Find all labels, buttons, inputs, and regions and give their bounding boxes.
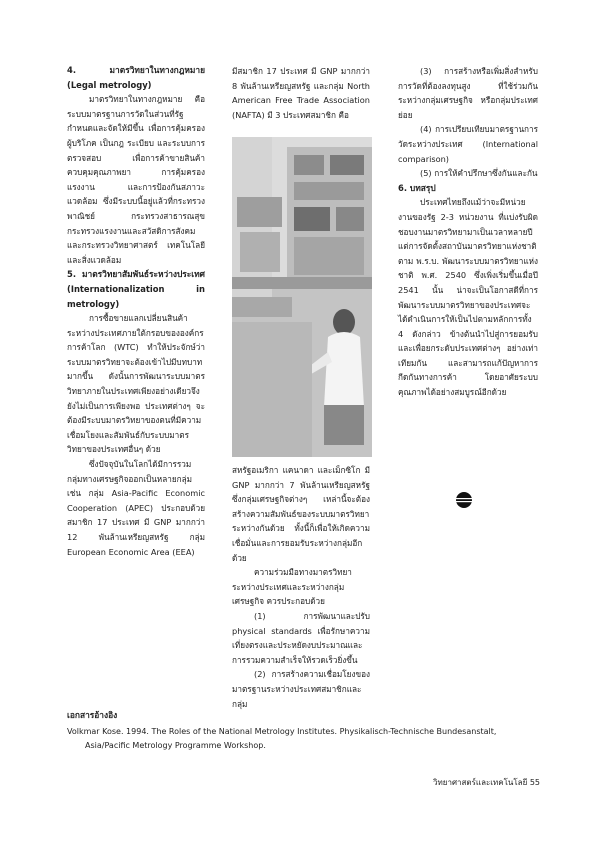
col2-item-2: (2) การสร้างความเชื่อมโยงของมาตรฐานระหว่างประเทศสมาชิกและกลุ่ม [232, 669, 370, 709]
section-5-body: การซื้อขายแลกเปลี่ยนสินค้าระหว่างประเทศภายใต้กรอบขององค์กรการค้าโลก (WTC) ทำให้ประจักษ์ว่า ระบบมาตรวิทยาจะต้องเข้าไปมีบทบาทมากขึ้น ดังนั้นการพัฒนาระบบมาตรวิทยาภายในประเทศเพียงอย่างเดียวจึงยังไม่เป็นการเพียงพอ ประเทศต่างๆ จะต้องมีระบบมาตรวิทยาของตนที่มีความเชื่อมโยงและสัมพันธ์กับระบบมาตรวิทยาของประเทศอื่นๆ ด้วย [67, 313, 205, 455]
col2-paragraph-1: มีสมาชิก 17 ประเทศ มี GNP มากกว่า 8 พันล้านเหรียญสหรัฐ และกลุ่ม North American Free Trade Association (NAFTA) มี 3 ประเทศสมาชิก คือ [232, 66, 370, 120]
section-5-heading: 5. มาตรวิทยาสัมพันธ์ระหว่างประเทศ (Internationalization in metrology) [67, 269, 205, 309]
column-2-bottom [232, 463, 370, 711]
laboratory-photo-icon [232, 137, 372, 457]
column-1 [67, 63, 205, 559]
column-3 [398, 64, 538, 400]
references [67, 708, 537, 754]
col3-item-5: (5) การให้คำปรึกษาซึ่งกันและกัน [420, 168, 538, 179]
references-title: เอกสารอ้างอิง [67, 710, 118, 720]
col2-paragraph-2: สหรัฐอเมริกา แคนาดา และเม็กซิโก มี GNP มากกว่า 7 พันล้านเหรียญสหรัฐ ซึ่งกลุ่มเศรษฐกิจต่างๆ เหล่านี้จะต้องสร้างความสัมพันธ์ของระบบมาตรวิทยาระหว่างกันด้วย ทั้งนี้ก็เพื่อให้เกิดความเชื่อมั่นและการยอมรับระหว่างกลุ่มอีกด้วย [232, 465, 370, 563]
section-4-body: มาตรวิทยาในทางกฎหมาย คือ ระบบมาตรฐานการวัดในส่วนที่รัฐกำหนดและจัดให้มีขึ้น เพื่อการคุ้มครองผู้บริโภค เป็นกฎ ระเบียบ และระบบการตรวจสอบ เพื่อการค้าขายสินค้า ควบคุมคุณภาพยา การคุ้มครองแรงงาน และการป้องกันสภาวะแวดล้อม ซึ่งมีระบบนี้อยู่แล้วที่กระทรวงพาณิชย์ กระทรวงสาธารณสุข กระทรวงแรงงานและสวัสดิการสังคม และกระทรวงวิทยาศาสตร์ เทคโนโลยีและสิ่งแวดล้อม [67, 94, 205, 265]
laboratory-photo [232, 137, 372, 457]
section-6-heading: 6. บทสรุป [398, 182, 436, 193]
section-6-body: ประเทศไทยถึงแม้ว่าจะมีหน่วยงานของรัฐ 2-3 หน่วยงาน ที่แบ่งรับผิดชอบงานมาตรวิทยามาเป็นเวลาหลายปี แต่การจัดตั้งสถาบันมาตรวิทยาแห่งชาติ ตาม พ.ร.บ. พัฒนาระบบมาตรวิทยาแห่งชาติ พ.ศ. 2540 ซึ่งเพิ่งเริ่มขึ้นเมื่อปี 2541 นั้น น่าจะเป็นโอกาสดีที่การพัฒนาระบบมาตรวิทยาของประเทศจะได้ดำเนินการให้เป็นไปตามหลักการทั้ง 4 ดังกล่าว ข้างต้นนำไปสู่การยอมรับ และเพื่อยกระดับประเทศต่างๆ อย่างเท่าเทียมกัน และสามารถแก้ปัญหาการกีดกันทางการค้า โดยอาศัยระบบคุณภาพได้อย่างสมบูรณ์อีกด้วย [398, 197, 538, 398]
reference-entry: Volkmar Kose. 1994. The Roles of the National Metrology Institutes. Physikalisch-Technische Bundesanstalt, Asia/Pacific Metrology Programme Workshop. [67, 726, 497, 750]
col3-item-4: (4) การเปรียบเทียบมาตรฐานการวัดระหว่างประเทศ (International comparison) [398, 124, 538, 164]
section-4-heading: 4. มาตรวิทยาในทางกฎหมาย (Legal metrology) [67, 65, 205, 90]
section-5-body-2: ซึ่งปัจจุบันในโลกได้มีการรวมกลุ่มทางเศรษฐกิจออกเป็นหลายกลุ่ม เช่น กลุ่ม Asia-Pacific Economic Cooperation (APEC) ประกอบด้วยสมาชิก 17 ประเทศ มี GNP มากกว่า 12 พันล้านเหรียญสหรัฐ กลุ่ม European Economic Area (EEA) [67, 459, 205, 557]
col2-paragraph-3: ความร่วมมือทางมาตรวิทยาระหว่างประเทศและระหว่างกลุ่มเศรษฐกิจ ควรประกอบด้วย [232, 567, 352, 607]
col3-item-3: (3) การสร้างหรือเพิ่มสิ่งสำหรับการวัดที่ต้องลงทุนสูง ที่ใช้ร่วมกันระหว่างกลุ่มเศรษฐกิจ หรือกลุ่มประเทศย่อย [398, 66, 538, 120]
col2-item-1: (1) การพัฒนาและปรับ physical standards เพื่อรักษาความเที่ยงตรงและประหยัดงบประมาณและการรวมความสำเร็จให้รวดเร็วยิ่งขึ้น [232, 610, 370, 665]
page-footer: วิทยาศาสตร์และเทคโนโลยี 55 [433, 778, 540, 787]
column-2-top [232, 64, 370, 122]
end-mark-icon [455, 491, 473, 509]
